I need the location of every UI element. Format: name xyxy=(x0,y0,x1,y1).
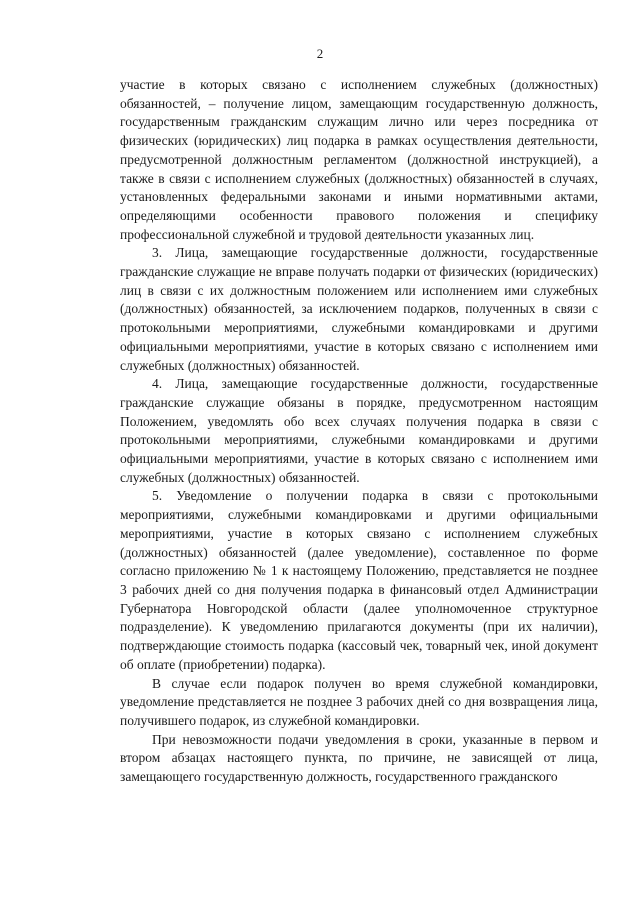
paragraph-item-4: 4. Лица, замещающие государственные должности, государственные гражданские служащие обязаны в порядке, предусмотренном настоящим Положением, уведомлять обо всех случаях получения подарка в связи с протокольными мероприятиями, служебными командировками и другими официальными мероприятиями, участие в которых связано с исполнением ими служебных (должностных) обязанностей. xyxy=(120,376,598,485)
paragraph-item-5: 5. Уведомление о получении подарка в связи с протокольными мероприятиями, служебными командировками и другими официальными мероприятиями, участие в которых связано с исполнением служебных (должностных) обязанностей (далее уведомление), составленное по форме согласно приложению № 1 к настоящему Положению, представляется не позднее 3 рабочих дней со дня получения подарка в финансовый отдел Администрации Губернатора Новгородской области (далее уполномоченное структурное подразделение). К уведомлению прилагаются документы (при их наличии), подтверждающие стоимость подарка (кассовый чек, товарный чек, иной документ об оплате (приобретении) подарка). xyxy=(120,488,598,672)
paragraph-continuation: участие в которых связано с исполнением служебных (должностных) обязанностей, – получение лицом, замещающим государственную должность, государственным гражданским служащим лично или через посредника от физических (юридических) лиц подарка в рамках осуществления деятельности, предусмотренной должностным регламентом (должностной инструкцией), а также в связи с исполнением служебных (должностных) обязанностей в случаях, установленных федеральными законами и иными нормативными актами, определяющими особенности правового положения и специфику профессиональной служебной и трудовой деятельности указанных лиц. xyxy=(120,77,598,242)
paragraph-business-trip: В случае если подарок получен во время служебной командировки, уведомление представляется не позднее 3 рабочих дней со дня возвращения лица, получившего подарок, из служебной командировки. xyxy=(120,675,598,728)
paragraph-item-3: 3. Лица, замещающие государственные должности, государственные гражданские служащие не вправе получать подарки от физических (юридических) лиц в связи с их должностным положением или исполнением ими служебных (должностных) обязанностей, за исключением подарков, полученных в связи с протокольными мероприятиями, служебными командировками и другими официальными мероприятиями, участие в которых связано с исполнением ими служебных (должностных) обязанностей. xyxy=(120,245,598,373)
page-number: 2 xyxy=(316,46,324,61)
paragraph-impossibility: При невозможности подачи уведомления в сроки, указанные в первом и втором абзацах настоящего пункта, по причине, не зависящей от лица, замещающего государственную должность, государственного гражданского xyxy=(120,731,598,785)
document-body xyxy=(120,76,598,787)
